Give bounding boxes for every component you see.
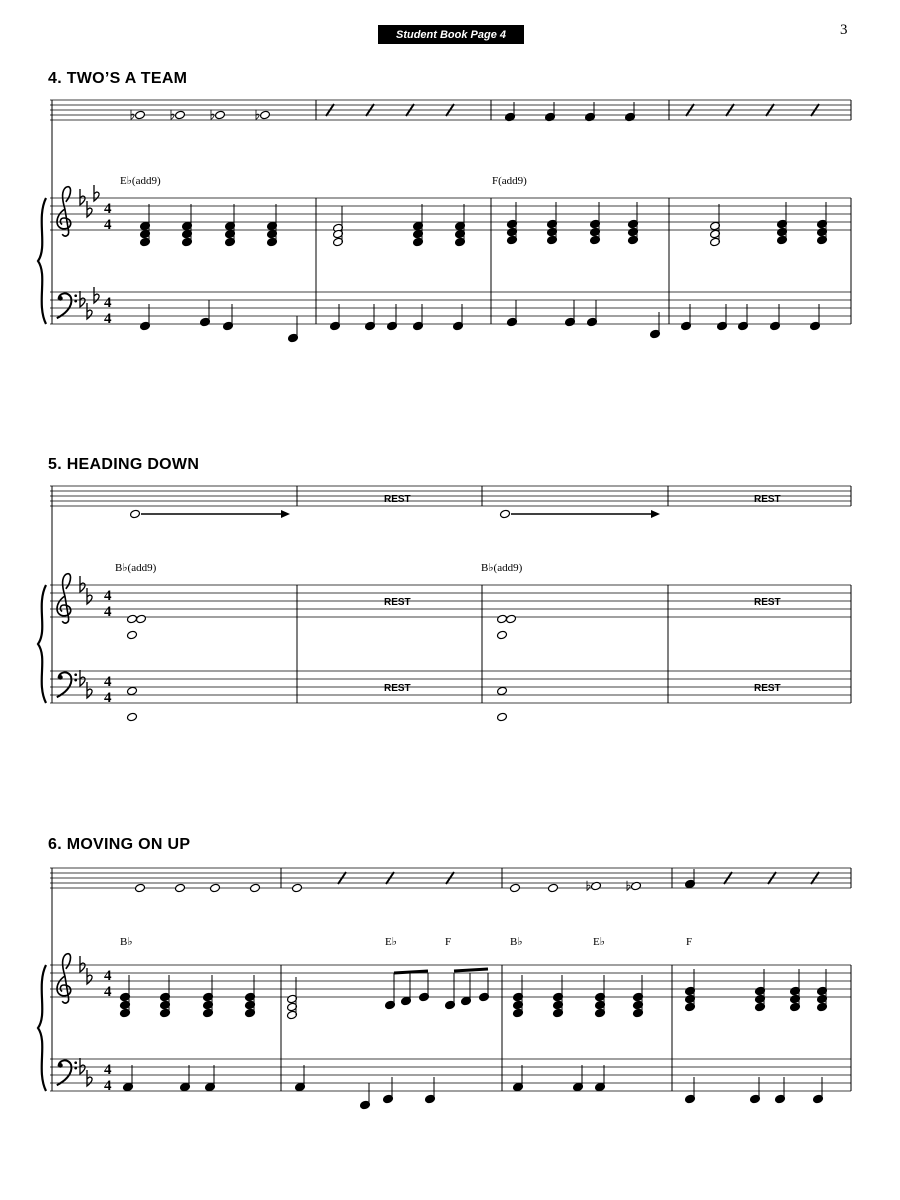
time-signature-top: 4 [104,968,112,984]
treble-clef-icon [57,954,71,1003]
note-icon [136,614,147,624]
chord-symbol: B♭(add9) [481,562,523,574]
flat-icon [87,303,92,319]
note-icon [210,883,221,893]
bass-clef-icon [57,293,77,318]
bass-staff [50,1059,851,1091]
beam [394,971,428,973]
time-signature-bottom: 4 [104,690,112,706]
flat-icon [80,1058,85,1074]
flat-icon [80,189,85,205]
chord-symbol: B♭(add9) [115,562,157,574]
treble-clef-icon [57,574,71,623]
note-icon [250,883,261,893]
bass-staff [50,292,851,324]
chord-symbol: E♭ [385,936,397,948]
chord-symbol: B♭ [120,936,133,948]
treble-clef-icon [57,187,71,236]
time-signature-top: 4 [104,588,112,604]
note-icon [292,883,303,893]
flat-icon [87,1070,92,1086]
time-signature-top: 4 [104,674,112,690]
beam [454,969,488,971]
flat-icon [87,588,92,604]
treble-staff [50,198,851,230]
flat-icon [627,881,630,891]
bass-staff [50,671,851,703]
note-icon [506,614,517,624]
brace-icon [38,198,46,324]
melody-staff [50,486,851,506]
time-signature-bottom: 4 [104,217,112,233]
note-icon [175,883,186,893]
flat-icon [87,201,92,217]
student-book-page-tag: Student Book Page 4 [378,25,524,44]
arrow-head-icon [281,510,290,518]
rest-label: REST [384,597,411,608]
note-icon [500,509,511,519]
rest-label: REST [754,494,781,505]
brace-icon [38,585,46,703]
flat-icon [587,881,590,891]
time-signature-bottom: 4 [104,984,112,1000]
time-signature-bottom: 4 [104,1078,112,1094]
note-icon [497,614,508,624]
chord-symbol: B♭ [510,936,523,948]
note-icon [215,110,226,120]
note-icon [127,712,138,722]
rest-label: REST [384,494,411,505]
flat-icon [80,576,85,592]
time-signature-bottom: 4 [104,604,112,620]
note-icon [510,883,521,893]
chord-symbol: F [445,936,452,948]
time-signature-top: 4 [104,201,112,217]
chord-symbol: F(add9) [492,175,527,187]
rest-label: REST [384,683,411,694]
note-icon [130,509,141,519]
note-icon [127,630,138,640]
flat-icon [94,185,99,201]
chord-symbol: E♭ [593,936,605,948]
note-icon [260,110,271,120]
flat-icon [80,670,85,686]
note-icon [497,712,508,722]
exercise-title-4: 4. TWO’S A TEAM [48,70,188,87]
brace-icon [38,965,46,1091]
rest-label: REST [754,683,781,694]
time-signature-top: 4 [104,295,112,311]
note-icon [135,110,146,120]
note-icon [127,614,138,624]
note-icon [135,883,146,893]
arrow-head-icon [651,510,660,518]
note-icon [497,686,508,696]
chord-symbol: F [686,936,693,948]
rest-label: REST [754,597,781,608]
note-icon [497,630,508,640]
treble-staff [50,965,851,997]
page-number: 3 [840,22,848,38]
chord-symbol: E♭(add9) [120,175,161,187]
flat-icon [94,287,99,303]
flat-icon [80,956,85,972]
flat-icon [80,291,85,307]
flat-icon [87,968,92,984]
bass-clef-icon [57,672,77,697]
treble-staff [50,585,851,617]
time-signature-bottom: 4 [104,311,112,327]
note-icon [548,883,559,893]
bass-clef-icon [57,1060,77,1085]
flat-icon [87,682,92,698]
note-icon [175,110,186,120]
exercise-title-5: 5. HEADING DOWN [48,456,200,473]
time-signature-top: 4 [104,1062,112,1078]
exercise-title-6: 6. MOVING ON UP [48,836,191,853]
note-icon [127,686,138,696]
